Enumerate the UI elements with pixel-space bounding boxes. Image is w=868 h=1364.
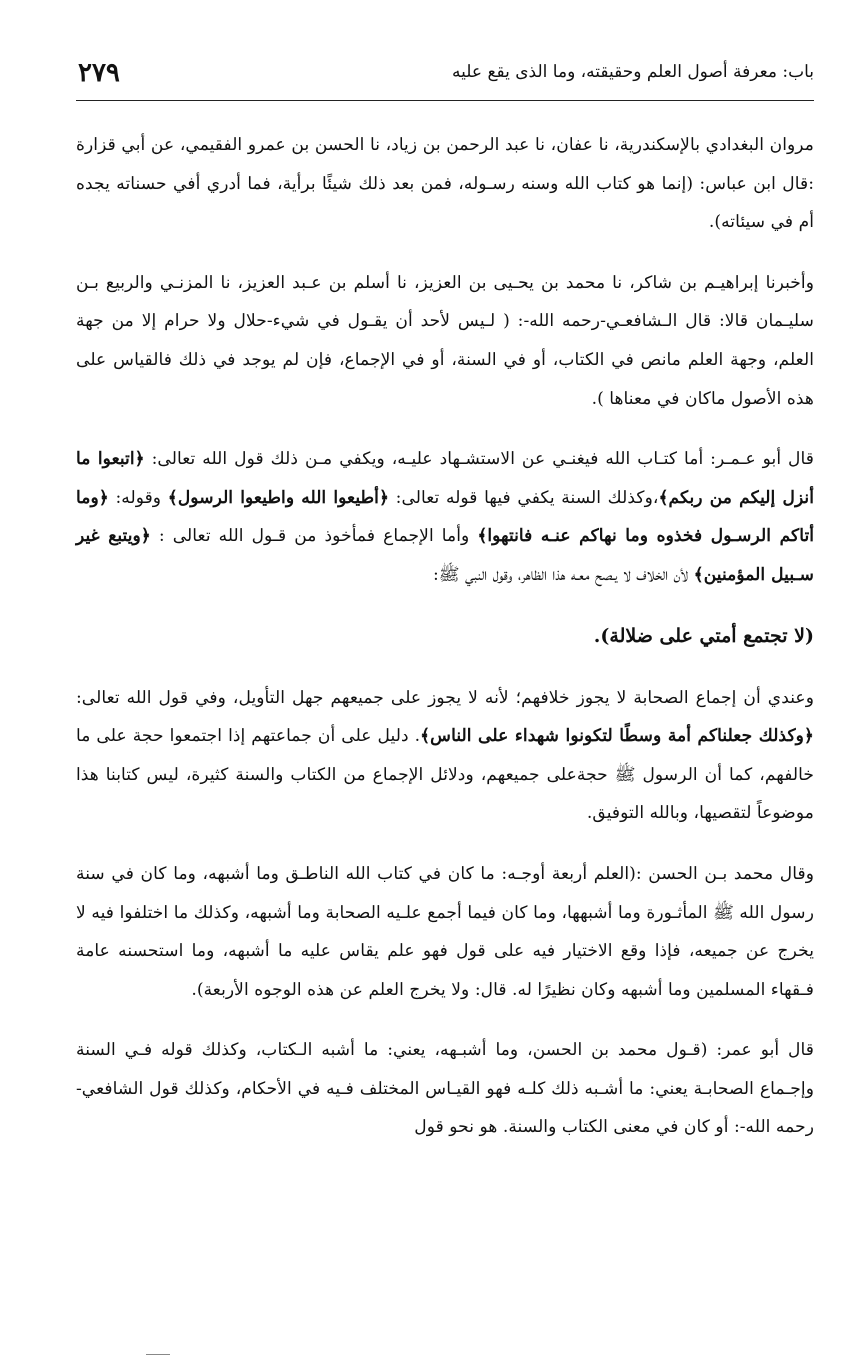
- text-segment: لأن الخلاف لا يـصح معـه هذا الظاهر، وقول النبي ﷺ:: [432, 564, 694, 585]
- running-header: [76, 58, 814, 102]
- chapter-title: باب: معرفة أصول العلم وحقيقته، وما الذى يقع عليه: [452, 62, 814, 82]
- page-number: ٢٧٩: [78, 58, 120, 88]
- text-segment: . دليل على أن جماعتهم إذا اجتمعوا حجة على ما خالفهم، كما أن الرسول ﷺ حجةعلى جميعهم، ودلائل الإجماع من الكتاب والسنة كثيرة، ليس كتابنا هذا موضوعاً لتقصيها، وبالله التوفيق.: [76, 726, 814, 824]
- footer-mark: [146, 1354, 170, 1355]
- text-segment: قال أبو عـمـر: أما كتـاب الله فيغنـي عن الاستشـهاد عليـه، ويكفي مـن ذلك قول الله تعالى:: [144, 449, 814, 470]
- quran-verse: ﴿وكذلك جعلناكم أمة وسطًا لتكونوا شهداء على الناس﴾: [420, 726, 815, 747]
- paragraph-text: قال أبو عمر: (قـول محمد بن الحسن، وما أشبـهه، يعني: ما أشبه الـكتاب، وكذلك قوله فـي السنة وإجـماع الصحابـة يعني: ما أشـبه ذلك كلـه فهو القيـاس المختلف فـيه في الأحكام، وكذلك قول الشافعي- رحمه الله-: أو كان في معنى الكتاب والسنة. هو نحو قول: [76, 1040, 814, 1138]
- hadith-quote: (لا تجتمع أمتي على ضلالة).: [593, 624, 814, 647]
- text-segment: وقوله:: [108, 487, 168, 508]
- paragraph-text: وأخبرنا إبراهيـم بن شاكر، نا محمد بن يحـيى بن العزيز، نا أسلم بن عـبد العزيز، نا المزنـي والربيع بـن سليـمان قالا: قال الـشافعـي-رحمه الله-: ( لـيس لأحد أن يقـول في شيء-حلال ولا حرام إلا من جهة العلم، وجهة العلم مانص في الكتاب، أو في السنة، أو في الإجماع، فإن لم يوجد في ذلك فالقياس على هذه الأصول ماكان في معناها ).: [76, 272, 814, 409]
- text-segment: وأما الإجماع فمأخوذ من قـول الله تعالى :: [150, 526, 478, 547]
- quran-verse: ﴿أطيعوا الله واطيعوا الرسول﴾: [167, 487, 390, 508]
- quran-verse: ﴿اتبعوا ما أنزل إليكم من ربكم﴾: [76, 449, 814, 508]
- paragraph-isnad-ibn-abbas: [76, 126, 814, 242]
- quran-verse: ﴿وما أتاكم الرسـول فخذوه وما نهاكم عنـه فانتهوا﴾: [76, 487, 815, 547]
- main-text: [76, 126, 814, 1169]
- header-divider: [76, 100, 814, 101]
- quran-verse: ﴿ويتبع غير سـبيل المؤمنين﴾: [76, 526, 814, 585]
- paragraph-shafii: [76, 264, 814, 418]
- paragraph-muhammad-ibn-hasan: [76, 855, 814, 1009]
- paragraph-text: وقال محمد بـن الحسن :(العلم أربعة أوجـه: ما كان في كتاب الله الناطـق وما أشبهه، وما كان في سنة رسول الله ﷺ المأثـورة وما أشبهها، وما كان فيما أجمع علـيه الصحابة وما أشبهه، وكذلك ما اختلفوا فيه لا يخرج عن جميعه، فإذا وقع الاختيار فيه على قول فهو علم يقاس عليه ما أشبهه، وما استحسنه عامة فـقهاء المسلمين وما أشبهه وكان نظيرًا له. قال: ولا يخرج العلم عن هذه الوجوه الأربعة).: [76, 863, 814, 1000]
- paragraph-text: مروان البغدادي بالإسكندرية، نا عفان، نا عبد الرحمن بن زياد، نا الحسن بن عمرو الفقيمي، عن أبي قزارة :قال ابن عباس: (إنما هو كتاب الله وسنه رسـوله، فمن بعد ذلك شيئًا برأية، فما أدري أفي حسناته يجده أم في سيئاته).: [76, 135, 814, 233]
- paragraph-abu-umar-quran: [76, 440, 814, 594]
- text-segment: وعندي أن إجماع الصحابة لا يجوز خلافهم؛ لأنه لا يجوز على جميعهم جهل التأويل، وفي قول الله تعالى:: [76, 687, 814, 708]
- paragraph-abu-umar-commentary: [76, 1031, 814, 1147]
- paragraph-ijma: [76, 679, 814, 833]
- text-segment: ،وكذلك السنة يكفي فيها قوله تعالى:: [389, 487, 659, 508]
